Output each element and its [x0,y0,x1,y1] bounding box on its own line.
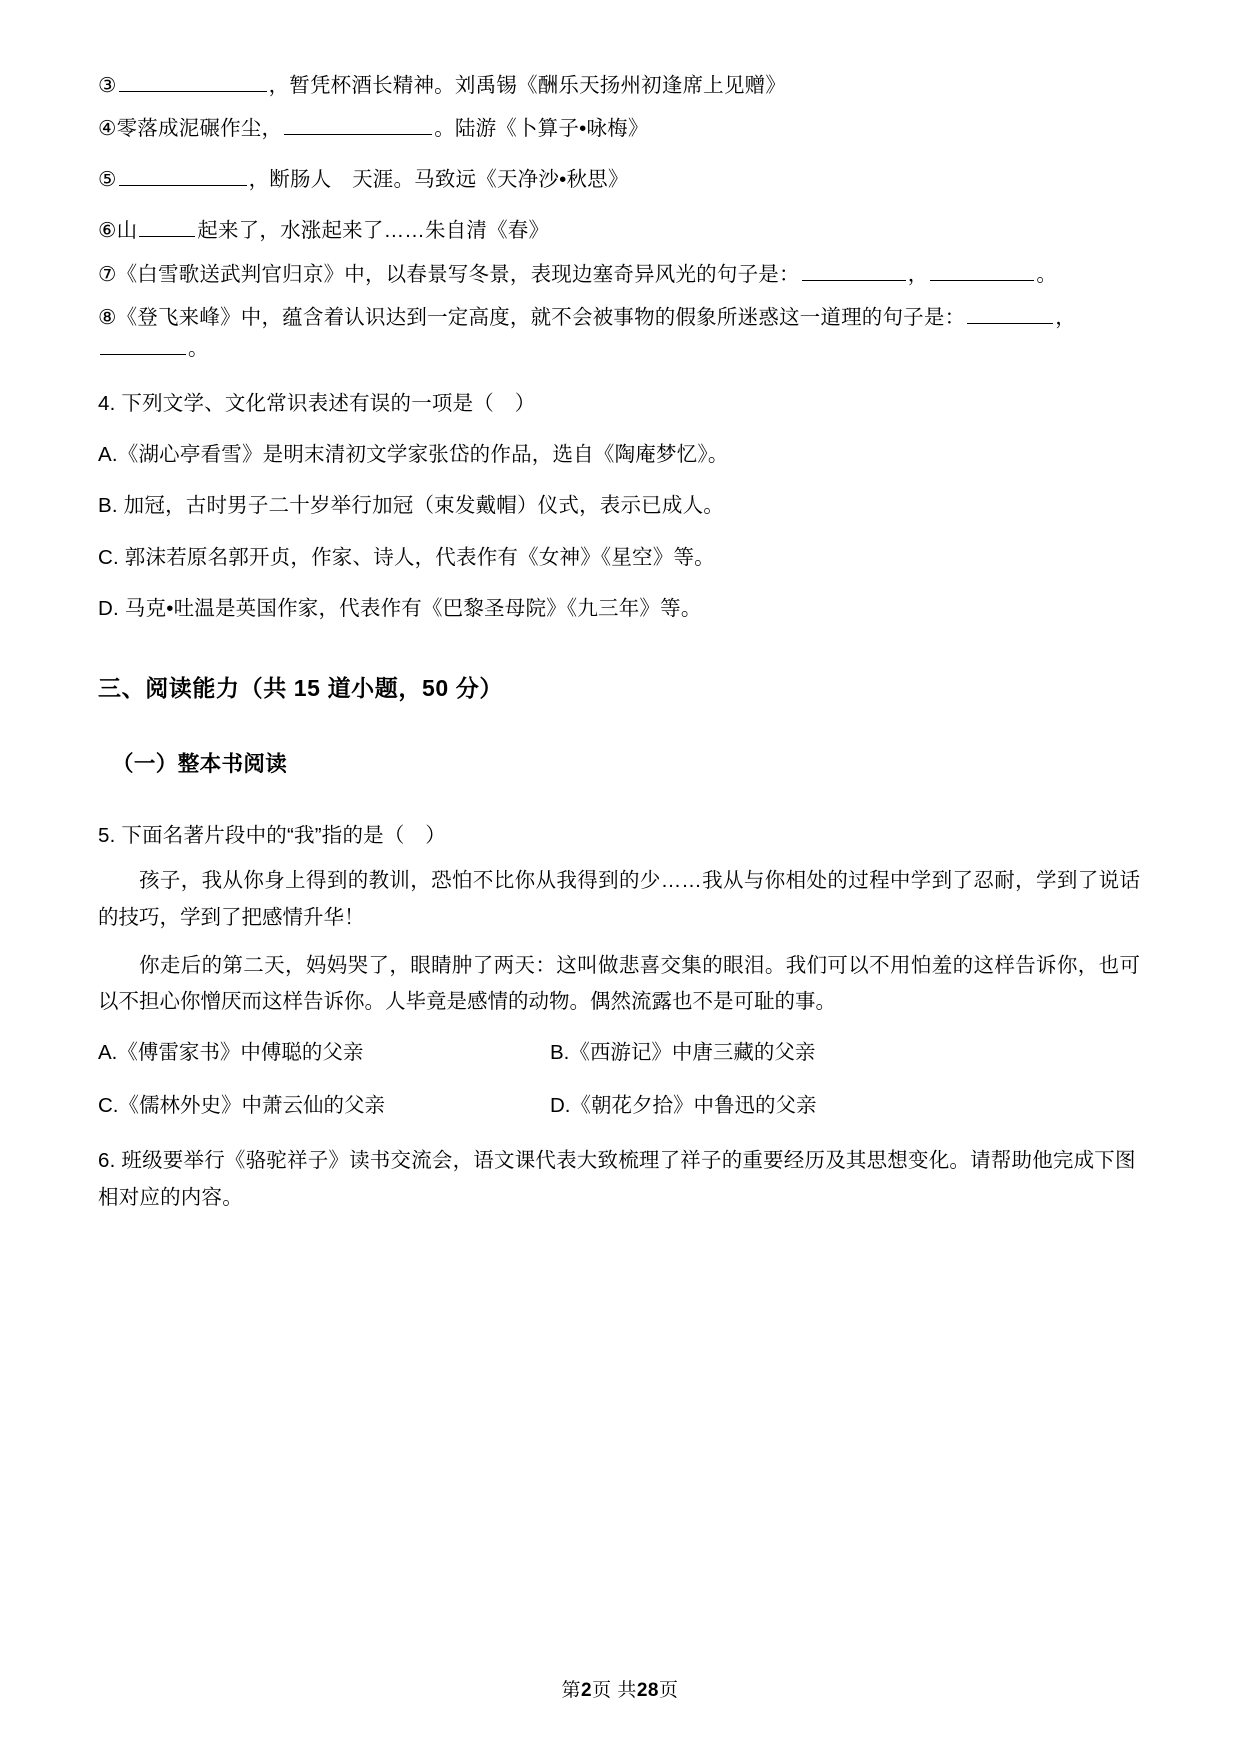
item7-separator: ， [907,262,929,286]
item7-blank-2[interactable] [930,259,1034,281]
footer-prefix: 第 [561,1680,581,1701]
subsection-1-heading: （一）整本书阅读 [112,751,288,776]
question-5-option-a[interactable]: A.《傅雷家书》中傅聪的父亲 [98,1040,364,1064]
item3-blank[interactable] [119,71,267,93]
page-footer [0,1675,1240,1702]
footer-current-page: 2 [581,1680,593,1701]
item7-blank-1[interactable] [802,259,906,281]
item8-text-before: 《登飞来峰》中，蕴含着认识达到一定高度，就不会被事物的假象所迷惑这一道理的句子是： [116,305,966,329]
item6-marker: ⑥ [98,219,117,243]
item8-text-after: 。 [188,336,209,360]
page-content [98,70,1140,1216]
item4-text-after: 。陆游《卜算子•咏梅》 [434,117,649,141]
question-4-option-b[interactable]: B. 加冠，古时男子二十岁举行加冠（束发戴帽）仪式，表示已成人。 [98,494,724,518]
question-5-option-b[interactable]: B.《西游记》中唐三藏的父亲 [550,1040,816,1064]
item5-marker: ⑤ [98,168,117,192]
item8-marker: ⑧ [98,305,117,329]
fill-blank-item-3 [98,70,1140,101]
section-3-heading: 三、阅读能力（共 15 道小题，50 分） [98,674,503,701]
question-5-passage-paragraph-2: 你走后的第二天，妈妈哭了，眼睛肿了两天：这叫做悲喜交集的眼泪。我们可以不用怕羞的这样告诉你，也可以不担心你憎厌而这样告诉你。人毕竟是感情的动物。偶然流露也不是可耻的事。 [98,954,1140,1014]
question-5-option-c[interactable]: C.《儒林外史》中萧云仙的父亲 [98,1094,385,1118]
item7-text-after: 。 [1036,262,1058,286]
footer-suffix: 页 [659,1680,679,1701]
fill-blank-item-6 [98,215,1140,246]
fill-blank-item-5 [98,164,1140,195]
question-5-options-row-2 [98,1090,1140,1121]
item8-blank-2[interactable] [100,333,186,355]
question-5-passage-paragraph-1: 孩子，我从你身上得到的教训，恐怕不比你从我得到的少……我从与你相处的过程中学到了忍耐，学到了说话的技巧，学到了把感情升华！ [98,869,1140,929]
question-5-stem: 5. 下面名著片段中的“我”指的是（ ） [98,823,446,847]
item6-text-after: 起来了，水涨起来了……朱自清《春》 [197,219,550,243]
item8-separator: ， [1055,305,1076,329]
footer-total-pages: 28 [636,1680,659,1701]
question-4-option-a[interactable]: A.《湖心亭看雪》是明末清初文学家张岱的作品，选自《陶庵梦忆》。 [98,443,729,467]
fill-blank-item-7 [98,259,1140,290]
item4-marker: ④ [98,117,117,141]
question-4-option-c[interactable]: C. 郭沫若原名郭开贞，作家、诗人，代表作有《女神》《星空》等。 [98,545,715,569]
item4-text-before: 零落成泥碾作尘， [116,117,283,141]
question-4-option-d[interactable]: D. 马克•吐温是英国作家，代表作有《巴黎圣母院》《九三年》等。 [98,596,702,620]
fill-blank-item-8 [98,302,1140,364]
item4-blank[interactable] [284,114,432,136]
item5-blank[interactable] [119,165,247,187]
item7-marker: ⑦ [98,262,117,286]
item5-text: ，断肠人 天涯。马致远《天净沙•秋思》 [248,168,629,192]
item3-text: ，暂凭杯酒长精神。刘禹锡《酬乐天扬州初逢席上见赠》 [268,74,787,97]
item8-blank-1[interactable] [967,302,1053,324]
item3-marker: ③ [98,74,117,97]
question-4-stem: 4. 下列文学、文化常识表述有误的一项是（ ） [98,392,536,416]
item7-text-before: 《白雪歌送武判官归京》中，以春景写冬景，表现边塞奇异风光的句子是： [116,262,800,286]
question-5-options-row-1 [98,1037,1140,1068]
question-6-stem: 6. 班级要举行《骆驼祥子》读书交流会，语文课代表大致梳理了祥子的重要经历及其思想变化。请帮助他完成下图相对应的内容。 [98,1149,1136,1209]
footer-middle: 页 共 [592,1680,637,1701]
question-5-option-d[interactable]: D.《朝花夕拾》中鲁迅的父亲 [550,1094,817,1118]
item6-blank[interactable] [139,216,195,238]
item6-text-before: 山 [116,219,138,243]
fill-blank-item-4 [98,113,1140,144]
